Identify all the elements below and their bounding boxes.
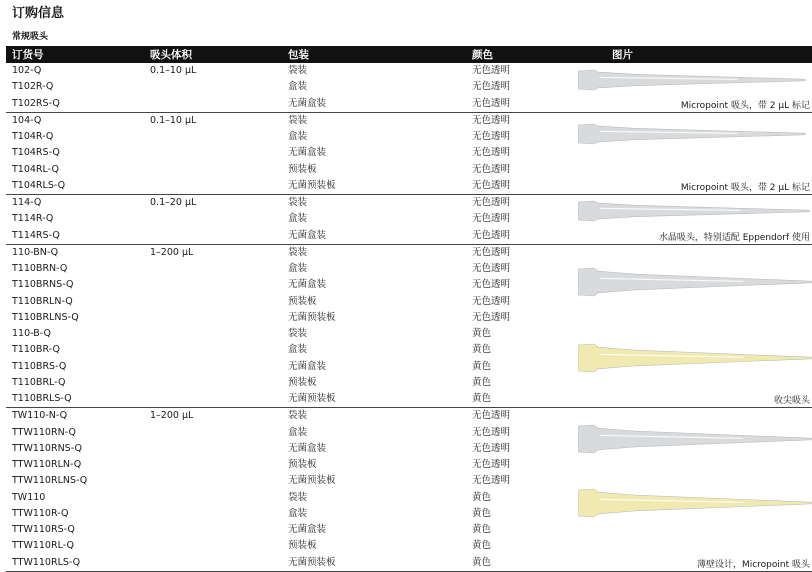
table-row: [6, 555, 812, 571]
tip-color: 黄色: [472, 376, 492, 388]
tip-color: 无色透明: [472, 97, 511, 109]
order-number: TW110-N-Q: [12, 410, 68, 422]
packaging: 预装板: [288, 540, 317, 552]
tip-color: 无色透明: [472, 311, 511, 323]
tip-color: 无色透明: [472, 442, 511, 454]
packaging: 无菌盒装: [288, 147, 327, 159]
order-number: TTW110RN-Q: [12, 426, 76, 438]
packaging: 无菌预装板: [288, 556, 336, 568]
packaging: 无菌盒装: [288, 229, 327, 241]
order-number: TTW110RL-Q: [12, 540, 74, 552]
tip-color: 无色透明: [472, 213, 511, 225]
packaging: 盒装: [288, 507, 308, 519]
order-number: TTW110RLS-Q: [12, 556, 81, 568]
tip-color: 无色透明: [472, 475, 511, 487]
order-number: T110BRL-Q: [12, 376, 66, 388]
header-volume: 吸头体积: [150, 49, 192, 61]
order-number: T102R-Q: [12, 81, 54, 93]
tip-volume: 0.1–10 µL: [150, 65, 197, 76]
packaging: 预装板: [288, 163, 317, 175]
order-number: T110BRN-Q: [12, 263, 68, 274]
tip-color: 无色透明: [472, 114, 511, 126]
table-row: [6, 408, 812, 424]
tip-volume: 1–200 µL: [150, 246, 194, 258]
header-color: 颜色: [472, 49, 493, 61]
pipette-tip-image: [578, 69, 806, 95]
order-number: T110BRS-Q: [12, 360, 67, 372]
order-number: TTW110R-Q: [12, 507, 69, 519]
tip-color: 黄色: [472, 507, 492, 519]
order-number: TTW110RLNS-Q: [12, 475, 88, 487]
table-header: [6, 46, 812, 63]
tip-color: 无色透明: [472, 246, 511, 258]
tip-volume: 0.1–10 µL: [150, 114, 197, 126]
packaging: 袋装: [288, 491, 308, 503]
packaging: 无菌预装板: [288, 179, 336, 191]
order-number: T110BR-Q: [12, 344, 60, 356]
pipette-tip-image: [578, 200, 810, 226]
section-subtitle: 常规吸头: [12, 32, 49, 42]
tip-color: 无色透明: [472, 179, 511, 191]
packaging: 无菌盒装: [288, 524, 327, 535]
order-number: T104RLS-Q: [12, 179, 66, 191]
tip-color: 无色透明: [472, 65, 511, 76]
table-row: [6, 522, 812, 538]
tip-color: 无色透明: [472, 81, 511, 93]
packaging: 袋装: [288, 114, 308, 126]
order-number: T104R-Q: [12, 131, 54, 142]
image-caption: 收尖吸头: [773, 396, 810, 407]
table-row: [6, 473, 812, 489]
header-code: 订货号: [12, 49, 44, 61]
pipette-tip-image: [578, 343, 812, 377]
table-row: [6, 375, 812, 391]
table-row: [6, 391, 812, 407]
tip-color: 无色透明: [472, 229, 511, 241]
packaging: 袋装: [288, 197, 308, 208]
tip-color: 无色透明: [472, 197, 511, 208]
table-row: [6, 245, 812, 261]
packaging: 盒装: [288, 213, 308, 225]
packaging: 预装板: [288, 295, 317, 307]
order-number: TTW110RS-Q: [12, 524, 75, 535]
packaging: 盒装: [288, 344, 308, 356]
tip-color: 黄色: [472, 491, 492, 503]
packaging: 袋装: [288, 410, 308, 422]
order-number: T110BRNS-Q: [12, 279, 74, 291]
tip-color: 黄色: [472, 344, 492, 356]
page-title: 订购信息: [12, 6, 65, 21]
packaging: 盒装: [288, 263, 308, 274]
table-row: [6, 162, 812, 178]
order-number: T110BRLN-Q: [12, 295, 73, 307]
order-number: T114R-Q: [12, 213, 54, 225]
packaging: 盒装: [288, 81, 308, 93]
pipette-tip-image: [578, 267, 812, 301]
order-number: TW110: [12, 491, 46, 503]
tip-color: 无色透明: [472, 410, 511, 422]
tip-color: 无色透明: [472, 263, 511, 274]
packaging: 盒装: [288, 426, 308, 438]
order-number: T104RS-Q: [12, 147, 60, 159]
product-group: [6, 195, 812, 245]
tip-color: 黄色: [472, 393, 492, 404]
order-number: T110BRLNS-Q: [12, 311, 79, 323]
product-group: [6, 408, 812, 572]
tip-color: 黄色: [472, 524, 492, 535]
tip-color: 黄色: [472, 360, 492, 372]
tip-color: 黄色: [472, 540, 492, 552]
product-table: [6, 63, 812, 572]
packaging: 袋装: [288, 246, 308, 258]
pipette-tip-image: [578, 424, 812, 458]
tip-color: 无色透明: [472, 147, 511, 159]
tip-color: 无色透明: [472, 295, 511, 307]
packaging: 袋装: [288, 65, 308, 76]
order-number: 110-BN-Q: [12, 246, 59, 258]
packaging: 无菌盒装: [288, 279, 327, 291]
order-number: 114-Q: [12, 197, 42, 208]
tip-color: 无色透明: [472, 131, 511, 142]
order-number: T110BRLS-Q: [12, 393, 72, 404]
packaging: 盒装: [288, 131, 308, 142]
table-row: [6, 457, 812, 473]
packaging: 无菌预装板: [288, 393, 336, 404]
tip-color: 无色透明: [472, 426, 511, 438]
header-pack: 包装: [288, 49, 309, 61]
order-number: 104-Q: [12, 114, 42, 126]
packaging: 预装板: [288, 459, 317, 470]
image-caption: 水晶吸头，特别适配 Eppendorf 使用: [658, 232, 810, 243]
order-number: T102RS-Q: [12, 97, 60, 109]
tip-volume: 0.1–20 µL: [150, 197, 197, 208]
image-caption: 薄壁设计，Micropoint 吸头: [696, 559, 810, 570]
image-caption: Micropoint 吸头，带 2 µL 标记: [680, 183, 810, 193]
table-row: [6, 326, 812, 342]
order-number: 110-B-Q: [12, 328, 51, 339]
packaging: 无菌盒装: [288, 97, 327, 109]
packaging: 预装板: [288, 376, 317, 388]
pipette-tip-image: [578, 488, 812, 522]
tip-color: 无色透明: [472, 279, 511, 291]
product-group: [6, 245, 812, 409]
table-row: [6, 538, 812, 554]
tip-color: 无色透明: [472, 163, 511, 175]
order-number: 102-Q: [12, 65, 42, 76]
product-group: [6, 113, 812, 195]
packaging: 无菌预装板: [288, 475, 336, 487]
tip-color: 黄色: [472, 556, 492, 568]
order-number: TTW110RLN-Q: [12, 459, 82, 470]
packaging: 无菌盒装: [288, 360, 327, 372]
order-number: T104RL-Q: [12, 163, 59, 175]
packaging: 无菌盒装: [288, 442, 327, 454]
tip-color: 黄色: [472, 328, 492, 339]
tip-volume: 1–200 µL: [150, 410, 194, 422]
tip-color: 无色透明: [472, 459, 511, 470]
packaging: 无菌预装板: [288, 311, 336, 323]
product-group: [6, 63, 812, 113]
table-row: [6, 310, 812, 326]
image-caption: Micropoint 吸头，带 2 µL 标记: [680, 100, 810, 111]
order-number: T114RS-Q: [12, 229, 60, 241]
packaging: 袋装: [288, 328, 308, 339]
pipette-tip-image: [578, 123, 806, 149]
header-image: 图片: [612, 49, 633, 61]
order-number: TTW110RNS-Q: [12, 442, 82, 454]
